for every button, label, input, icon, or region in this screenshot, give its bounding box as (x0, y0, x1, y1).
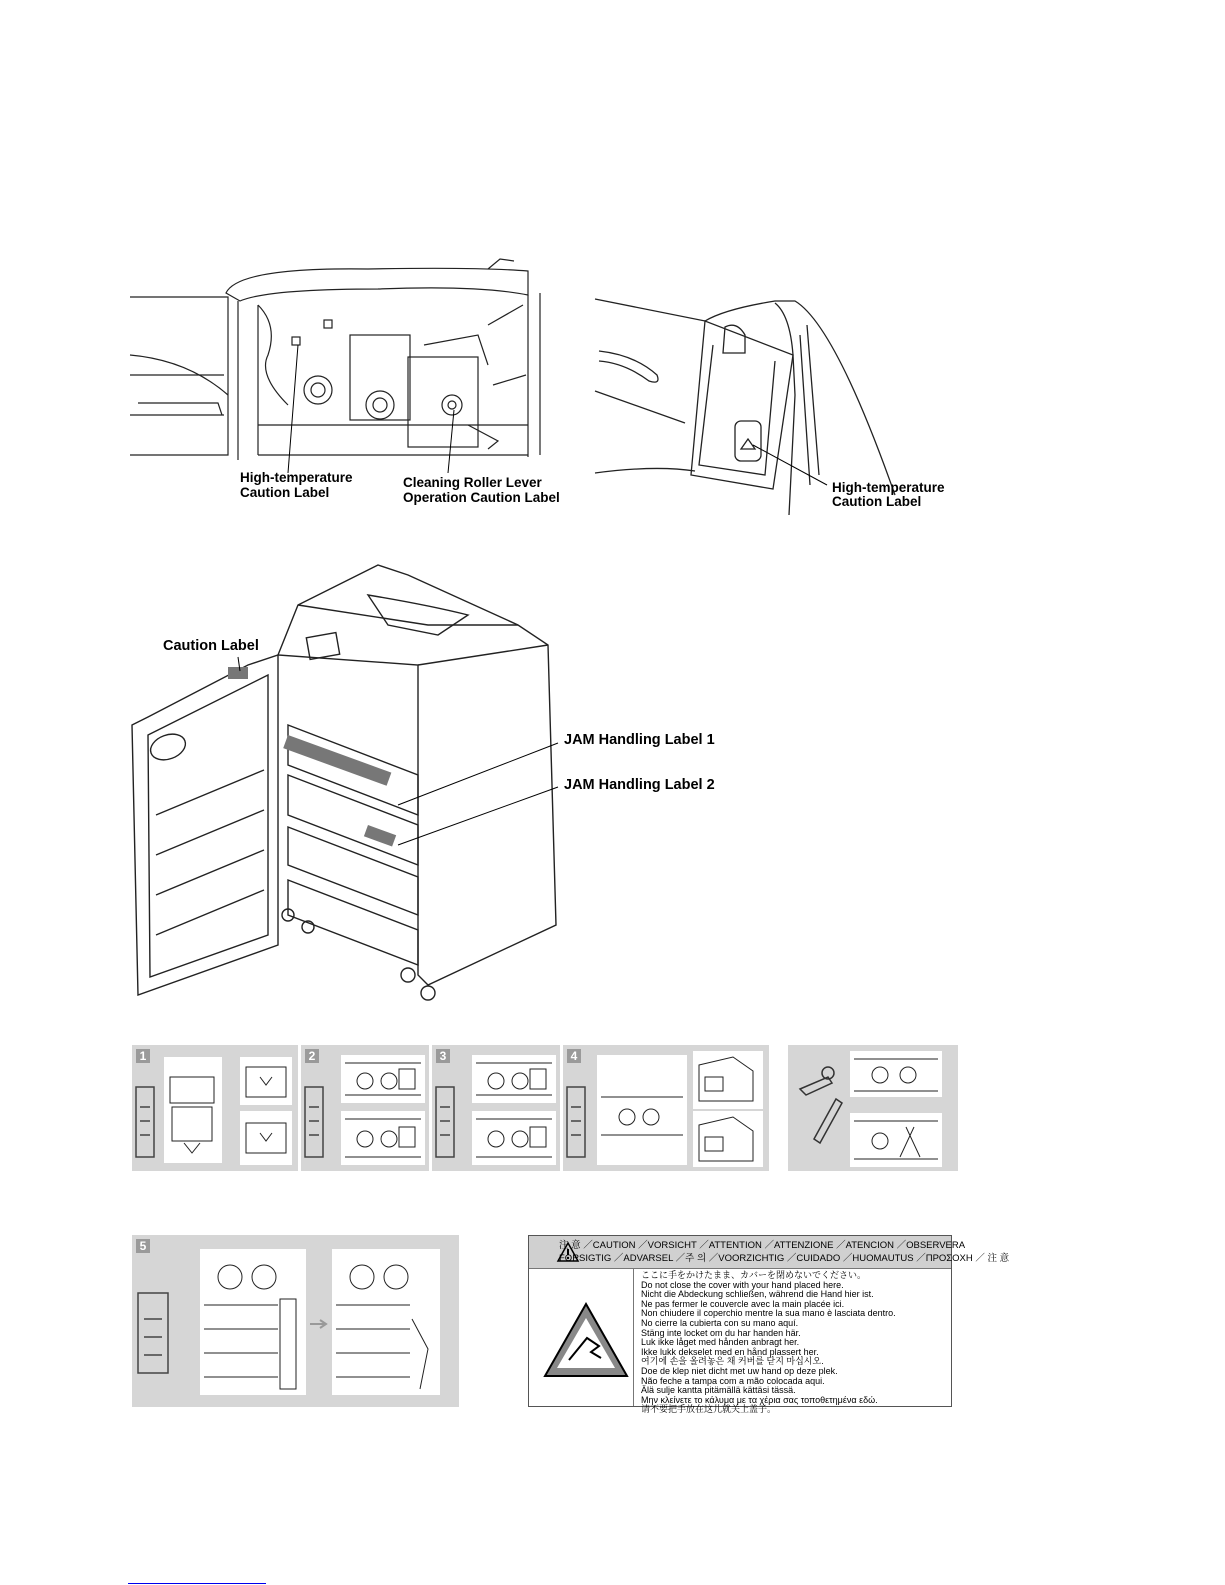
step-4-image-a (597, 1055, 687, 1165)
high-temp-label-1b: Caution Label (240, 485, 330, 500)
caution-header-line-1: 注 意 ／CAUTION ／VORSICHT ／ATTENTION ／ATTENZIONE ／ATENCION ／OBSERVERA (559, 1240, 966, 1251)
figure-interior-open-cover (128, 265, 558, 505)
caution-line: Stäng inte locket om du har handen här. (641, 1327, 801, 1338)
caution-line: Μην κλείνετε το κάλυμα με τα χέρια σας τοποθετημένα εδώ. (641, 1394, 878, 1405)
step-1-image-c (240, 1111, 292, 1165)
caution-line: Doe de klep niet dicht met uw hand op deze plek. (641, 1365, 838, 1376)
step-2-number: 2 (305, 1049, 319, 1063)
caution-label-card (528, 1235, 1010, 1415)
jam-label-2-text: JAM Handling Label 2 (564, 777, 715, 793)
cleaning-roller-label-b: Operation Caution Label (403, 490, 560, 505)
step-2-image-a (341, 1055, 425, 1103)
step-5-image-a (200, 1249, 306, 1395)
cleaning-image-b (850, 1113, 942, 1167)
jam-step-3-panel (432, 1045, 560, 1171)
high-temp-label-2b: Caution Label (832, 494, 922, 509)
cleaning-roller-label-a: Cleaning Roller Lever (403, 475, 542, 490)
interior-illustration (128, 265, 558, 465)
jam-label-2-patch (364, 825, 396, 847)
step-5-number: 5 (136, 1239, 150, 1253)
jam-step-4-panel (563, 1045, 769, 1171)
jam-step-5-panel (132, 1235, 459, 1407)
step-3-number: 3 (436, 1049, 450, 1063)
caution-line: ここに手をかけたまま、カバーを閉めないでください。 (641, 1270, 867, 1280)
jam-label-1-patch (283, 735, 391, 786)
caution-line: Luk ikke låget med hånden anbragt her. (641, 1337, 800, 1348)
jam-step-1-panel (132, 1045, 298, 1171)
step-3-image-a (472, 1055, 556, 1103)
caution-line: Älä sulje kantta pitämällä kättäsi tässä. (641, 1385, 796, 1396)
figure-fuser-closeup (595, 295, 945, 525)
caution-line: 请不要把手放在这儿就关上盖子。 (641, 1404, 777, 1415)
high-temp-label-2a: High-temperature (832, 480, 945, 495)
caution-line: No cierre la cubierta con su mano aquí. (641, 1317, 799, 1328)
caution-header (529, 1236, 1010, 1269)
step-5-image-b (332, 1249, 440, 1395)
jam-handling-label-1 (132, 1045, 958, 1171)
caution-line: Nicht die Abdeckung schließen, während die Hand hier ist. (641, 1289, 874, 1300)
step-1-image-a (164, 1057, 222, 1163)
hand-pinch-warning-icon (541, 1300, 631, 1380)
jam-step-2-panel (301, 1045, 429, 1171)
figure-machine-overview (128, 565, 728, 1005)
caution-line: Do not close the cover with your hand placed here. (641, 1279, 844, 1290)
step-3-image-b (472, 1111, 556, 1165)
step-4-number: 4 (567, 1049, 581, 1063)
step-2-image-b (341, 1111, 425, 1165)
caution-label-text: Caution Label (163, 638, 259, 654)
footer-link-underline (128, 1583, 266, 1584)
step-4-image-b (693, 1051, 763, 1109)
caution-line: Ikke lukk dekselet med en hånd plassert her. (641, 1346, 819, 1357)
high-temp-label-1a: High-temperature (240, 470, 353, 485)
caution-label-patch (228, 667, 248, 679)
machine-illustration (128, 565, 558, 1005)
cleaning-image-a (850, 1051, 942, 1097)
step-4-image-c (693, 1111, 763, 1167)
caution-line: 여기에 손을 올려놓은 채 커버를 닫지 마십시오. (641, 1356, 824, 1367)
jam-cleaning-panel (788, 1045, 958, 1171)
jam-label-1-text: JAM Handling Label 1 (564, 732, 715, 748)
caution-line: Non chiudere il coperchio mentre la sua mano è lasciata dentro. (641, 1308, 896, 1319)
caution-line: Ne pas fermer le couvercle avec la main placée ici. (641, 1298, 845, 1309)
step-1-number: 1 (136, 1049, 150, 1063)
step-1-image-b (240, 1057, 292, 1105)
caution-text-lines (641, 1271, 947, 1415)
caution-header-line-2: FORSIGTIG ／ADVARSEL ／주 의 ／VOORZICHTIG ／CUIDADO ／HUOMAUTUS ／ΠΡΟΣΟΧΗ ／ 注 意 (559, 1253, 1010, 1264)
cleaning-tool-icon (792, 1049, 852, 1169)
caution-line: Não feche a tampa com a mão colocada aqui. (641, 1375, 825, 1386)
